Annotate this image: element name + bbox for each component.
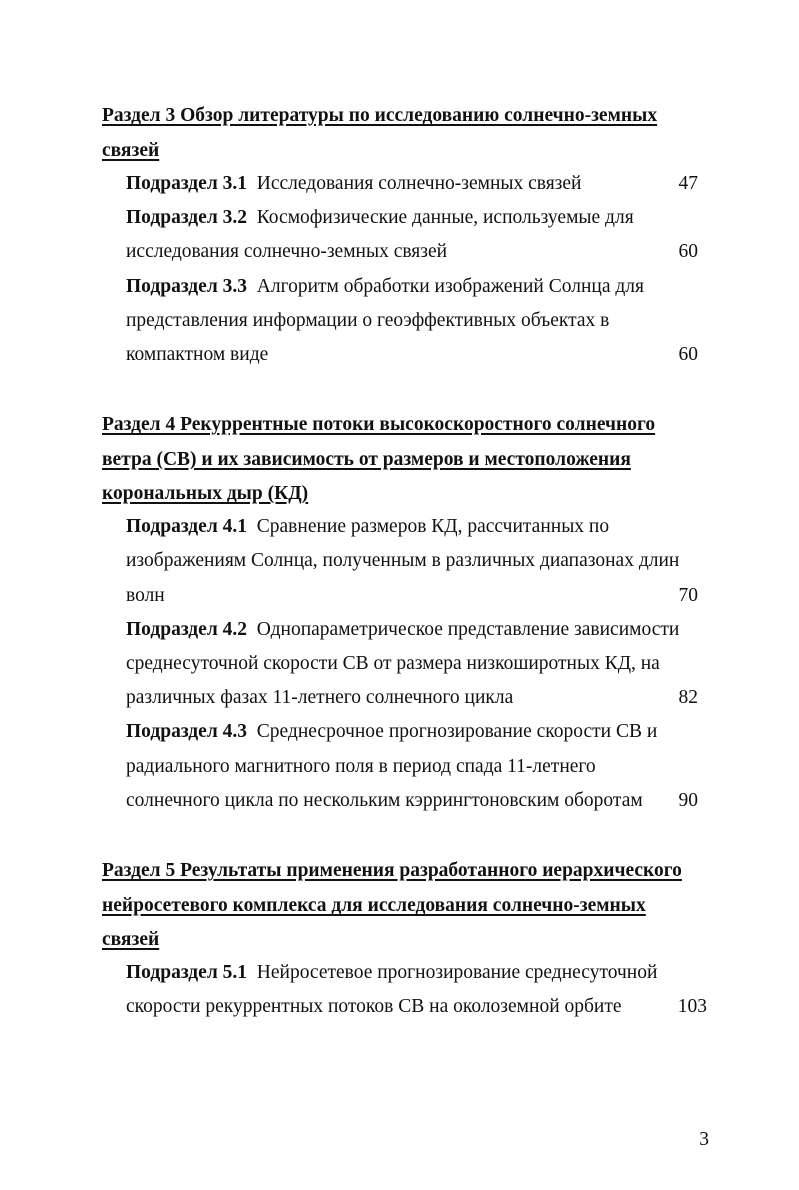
page-ref-4-1: 70 <box>678 585 698 606</box>
page-ref-4-2: 82 <box>678 687 698 708</box>
subsection-4-1-cont: волн <box>126 585 165 606</box>
subsection-4-1[interactable] <box>126 515 609 539</box>
subsection-title: Среднесрочное прогнозирование скорости СВ и <box>256 721 658 742</box>
section-5-heading-cont[interactable]: нейросетевого комплекса для исследования солнечно-земных <box>102 895 646 916</box>
subsection-title: Космофизические данные, используемые для <box>256 207 634 228</box>
subsection-title: Сравнение размеров КД, рассчитанных по <box>256 516 610 537</box>
subsection-4-2-cont: среднесуточной скорости СВ от размера низкоширотных КД, на <box>126 653 660 674</box>
page-ref-5-1: 103 <box>677 996 707 1017</box>
section-5-heading[interactable]: Раздел 5 Результаты применения разработанного иерархического <box>102 860 682 881</box>
subsection-3-3[interactable] <box>126 275 644 299</box>
subsection-3-2-cont: исследования солнечно-земных связей <box>126 241 448 262</box>
subsection-4-1-cont: изображениям Солнца, полученным в различных диапазонах длин <box>126 550 680 571</box>
subsection-title: Однопараметрическое представление зависимости <box>256 619 680 640</box>
subsection-label: Подраздел 3.1 <box>126 173 248 194</box>
subsection-label: Подраздел 3.2 <box>126 207 248 228</box>
subsection-5-1-cont: скорости рекуррентных потоков СВ на околоземной орбите <box>126 996 622 1017</box>
subsection-3-3-cont: представления информации о геоэффективных объектах в <box>126 310 610 331</box>
section-4-heading-cont[interactable]: корональных дыр (КД) <box>102 483 309 504</box>
subsection-4-2[interactable] <box>126 618 679 642</box>
section-4-heading[interactable]: Раздел 4 Рекуррентные потоки высокоскоростного солнечного <box>102 414 656 435</box>
subsection-3-1[interactable] <box>126 172 581 196</box>
subsection-label: Подраздел 4.3 <box>126 721 248 742</box>
subsection-3-3-cont: компактном виде <box>126 344 269 365</box>
subsection-3-2[interactable] <box>126 206 634 230</box>
subsection-title: Нейросетевое прогнозирование среднесуточной <box>256 962 658 983</box>
subsection-5-1[interactable] <box>126 961 657 985</box>
subsection-4-3[interactable] <box>126 720 657 744</box>
subsection-label: Подраздел 4.1 <box>126 516 248 537</box>
subsection-label: Подраздел 5.1 <box>126 962 248 983</box>
subsection-label: Подраздел 3.3 <box>126 276 248 297</box>
page-ref-4-3: 90 <box>678 790 698 811</box>
subsection-4-3-cont: радиального магнитного поля в период спада 11-летнего <box>126 756 596 777</box>
page-ref-3-1: 47 <box>678 173 698 194</box>
subsection-label: Подраздел 4.2 <box>126 619 248 640</box>
section-5-heading-cont[interactable]: связей <box>102 929 160 950</box>
subsection-4-3-cont: солнечного цикла по нескольким кэррингтоновским оборотам <box>126 790 643 811</box>
page-number: 3 <box>699 1129 709 1150</box>
subsection-4-2-cont: различных фазах 11-летнего солнечного цикла <box>126 687 514 708</box>
section-4-heading-cont[interactable]: ветра (СВ) и их зависимость от размеров и местоположения <box>102 449 631 470</box>
section-3-heading[interactable]: Раздел 3 Обзор литературы по исследованию солнечно-земных <box>102 105 658 126</box>
page-ref-3-2: 60 <box>678 241 698 262</box>
page-ref-3-3: 60 <box>678 344 698 365</box>
section-3-heading-cont[interactable]: связей <box>102 140 160 161</box>
subsection-title: Алгоритм обработки изображений Солнца для <box>256 276 644 297</box>
subsection-title: Исследования солнечно-земных связей <box>256 173 582 194</box>
